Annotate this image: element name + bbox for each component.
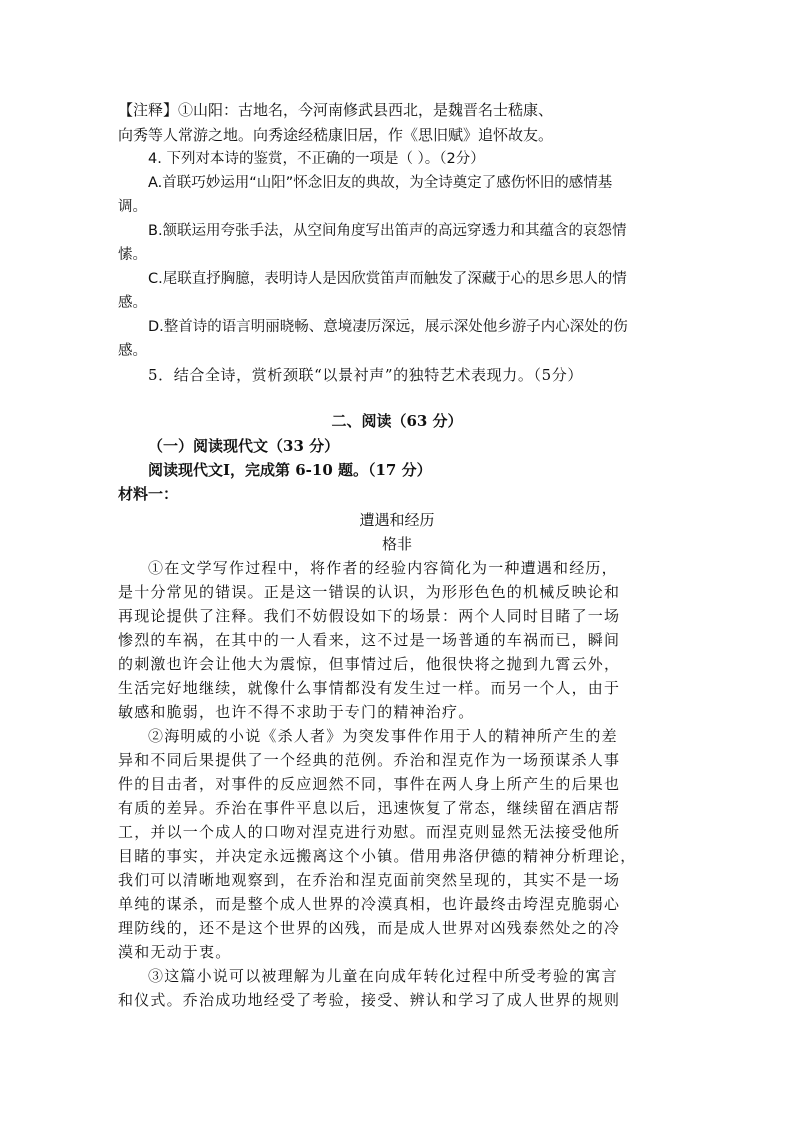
note-line-1: 【注释】①山阳：古地名，今河南修武县西北，是魏晋名士嵇康、 xyxy=(118,101,554,119)
article-line: 件的目击者，对事件的反应迥然不同，事件在两人身上所产生的后果也 xyxy=(118,775,621,793)
article-title: 遭遇和经历 xyxy=(359,511,435,529)
option-a-line-1: A.首联巧妙运用“山阳”怀念旧友的典故，为全诗奠定了感伤怀旧的感情基 xyxy=(148,175,613,191)
article-line: ③这篇小说可以被理解为儿童在向成年转化过程中所受考验的寓言 xyxy=(148,967,618,985)
section-title: 二、阅读（63 分） xyxy=(331,412,463,430)
article-line: 敏感和脆弱，也许不得不求助于专门的精神治疗。 xyxy=(118,703,475,721)
article-line: 和仪式。乔治成功地经受了考验，接受、辨认和学习了成人世界的规则 xyxy=(118,991,621,1009)
reading-instruction: 阅读现代文Ⅰ，完成第 6-10 题。（17 分） xyxy=(148,461,432,479)
option-c-line-2: 感。 xyxy=(118,295,147,311)
article-line: 漠和无动于衷。 xyxy=(118,943,232,961)
question-5: 5．结合全诗，赏析颈联“以景衬声”的独特艺术表现力。（5分） xyxy=(148,366,583,384)
article-line: 的刺激也许会让他大为震惊，但事情过后，他很快将之抛到九霄云外， xyxy=(118,655,621,673)
article-line: 目睹的事实，并决定永远搬离这个小镇。借用弗洛伊德的精神分析理论， xyxy=(118,847,637,865)
option-c-line-1: C.尾联直抒胸臆，表明诗人是因欣赏笛声而触发了深藏于心的思乡思人的情 xyxy=(148,271,627,287)
article-author: 格非 xyxy=(381,535,412,553)
article-line: 理防线的，还不是这个世界的凶残，而是成人世界对凶残泰然处之的冷 xyxy=(118,919,621,937)
article-line: 我们可以清晰地观察到，在乔治和涅克面前突然呈现的，其实不是一场 xyxy=(118,871,621,889)
article-line: ②海明威的小说《杀人者》为突发事件作用于人的精神所产生的差 xyxy=(148,727,618,745)
subsection-title: （一）阅读现代文（33 分） xyxy=(148,437,340,455)
note-line-2: 向秀等人常游之地。向秀途经嵇康旧居，作《思旧赋》追怀故友。 xyxy=(118,126,554,144)
question-4-stem: 4. 下列对本诗的鉴赏，不正确的一项是（ ）。（2分） xyxy=(148,151,485,167)
option-d-line-1: D.整首诗的语言明丽晓畅、意境凄厉深远，展示深处他乡游子内心深处的伤 xyxy=(148,319,628,335)
article-line: 生活完好地继续，就像什么事情都没有发生过一样。而另一个人，由于 xyxy=(118,679,621,697)
article-line: 再现论提供了注释。我们不妨假设如下的场景：两个人同时目睹了一场 xyxy=(118,607,621,625)
option-d-line-2: 感。 xyxy=(118,343,147,359)
option-a-line-2: 调。 xyxy=(118,199,147,215)
option-b-line-1: B.颔联运用夸张手法，从空间角度写出笛声的高远穿透力和其蕴含的哀怨情 xyxy=(148,223,627,239)
option-b-line-2: 愫。 xyxy=(118,247,147,263)
article-line: 单纯的谋杀，而是整个成人世界的冷漠真相，也许最终击垮涅克脆弱心 xyxy=(118,895,621,913)
article-line: 工，并以一个成人的口吻对涅克进行劝慰。而涅克则显然无法接受他所 xyxy=(118,823,621,841)
article-line: 有质的差异。乔治在事件平息以后，迅速恢复了常态，继续留在酒店帮 xyxy=(118,799,621,817)
article-line: 是十分常见的错误。正是这一错误的认识，为形形色色的机械反映论和 xyxy=(118,583,621,601)
article-line: ①在文学写作过程中，将作者的经验内容简化为一种遭遇和经历， xyxy=(148,559,618,577)
material-label: 材料一： xyxy=(118,485,179,503)
article-line: 惨烈的车祸，在其中的一人看来，这不过是一场普通的车祸而已，瞬间 xyxy=(118,631,621,649)
article-line: 异和不同后果提供了一个经典的范例。乔治和涅克作为一场预谋杀人事 xyxy=(118,751,621,769)
